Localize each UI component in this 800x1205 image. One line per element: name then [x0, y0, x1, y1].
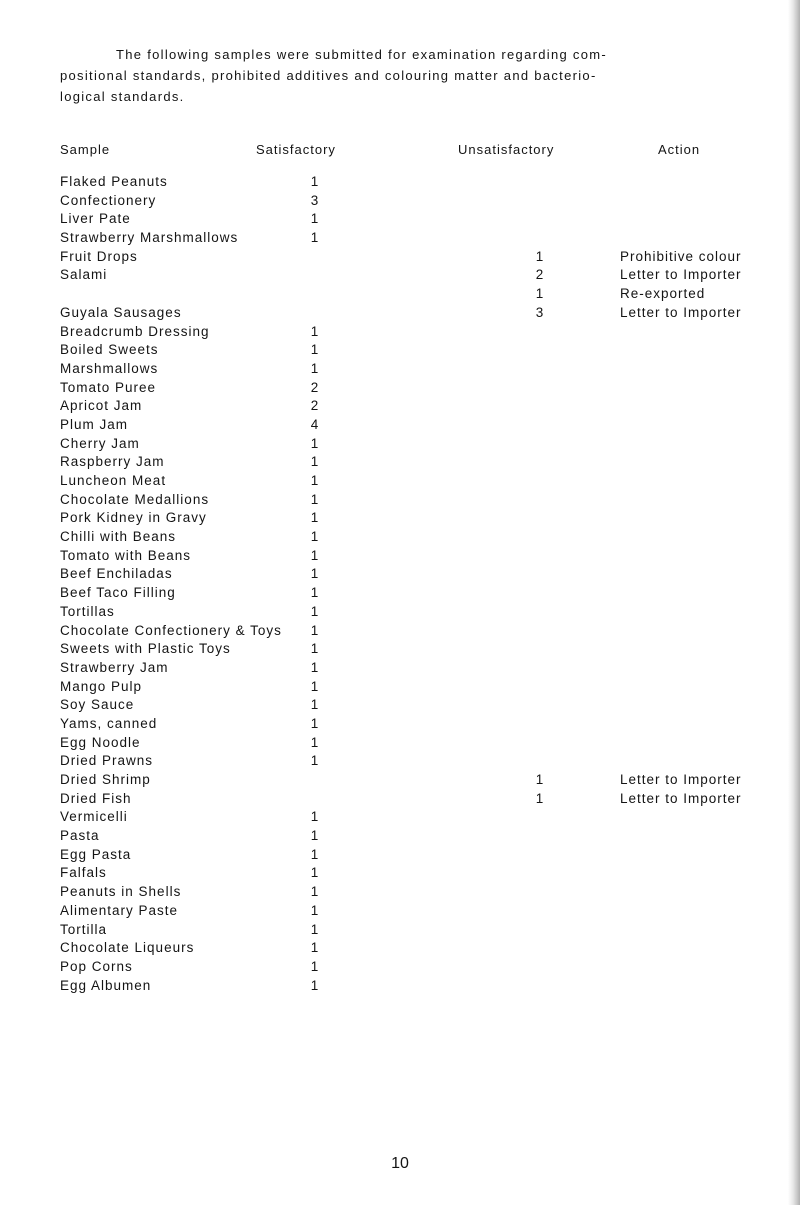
action-cell: Letter to Importer	[620, 267, 742, 283]
unsatisfactory-cell: 1	[535, 790, 545, 806]
table-row	[60, 847, 800, 866]
satisfactory-cell: 1	[310, 697, 320, 713]
sample-cell: Dried Prawns	[60, 753, 154, 769]
table-row	[60, 735, 800, 754]
table-row	[60, 436, 800, 455]
intro-line-3: logical standards.	[60, 89, 185, 104]
satisfactory-cell: 1	[310, 921, 320, 937]
table-row	[60, 398, 800, 417]
satisfactory-cell: 1	[310, 529, 320, 545]
table-row	[60, 772, 800, 791]
table-row	[60, 492, 800, 511]
table-row	[60, 753, 800, 772]
satisfactory-cell: 1	[310, 753, 320, 769]
satisfactory-cell: 1	[310, 958, 320, 974]
sample-cell: Yams, canned	[60, 715, 158, 731]
satisfactory-cell: 1	[310, 473, 320, 488]
satisfactory-cell: 1	[310, 454, 320, 470]
sample-cell: Chocolate Confectionery & Toys	[60, 622, 282, 638]
header-satisfactory: Satisfactory	[256, 142, 336, 157]
sample-cell: Tortilla	[60, 921, 108, 937]
sample-cell: Peanuts in Shells	[60, 884, 182, 900]
table-row	[60, 809, 800, 828]
table-row	[60, 510, 800, 529]
satisfactory-cell: 1	[310, 603, 320, 619]
sample-cell: Strawberry Marshmallows	[60, 230, 239, 246]
action-cell: Letter to Importer	[620, 772, 742, 787]
intro-line-1: The following samples were submitted for examination regarding com-	[116, 47, 608, 62]
table-row	[60, 454, 800, 473]
satisfactory-cell: 1	[310, 566, 320, 582]
sample-cell: Vermicelli	[60, 809, 128, 825]
table-row	[60, 342, 800, 361]
page-number: 10	[391, 1155, 409, 1172]
satisfactory-cell: 1	[310, 585, 320, 601]
table-row	[60, 828, 800, 847]
table-row	[60, 230, 800, 249]
sample-cell: Tomato Puree	[60, 379, 157, 395]
satisfactory-cell: 1	[310, 491, 320, 507]
table-row	[60, 267, 800, 286]
sample-cell: Dried Fish	[60, 790, 132, 806]
satisfactory-cell: 1	[310, 940, 320, 956]
action-cell: Letter to Importer	[620, 790, 742, 806]
sample-cell: Pasta	[60, 828, 100, 844]
unsatisfactory-cell: 1	[535, 286, 545, 302]
sample-cell: Beef Taco Filling	[60, 585, 176, 601]
table-row	[60, 249, 800, 268]
sample-cell: Guyala Sausages	[60, 304, 182, 320]
table-row	[60, 548, 800, 567]
table-row	[60, 604, 800, 623]
satisfactory-cell: 1	[310, 174, 320, 189]
table-row	[60, 380, 800, 399]
satisfactory-cell: 1	[310, 211, 320, 227]
unsatisfactory-cell: 3	[535, 304, 545, 320]
satisfactory-cell: 1	[310, 902, 320, 918]
satisfactory-cell: 1	[310, 865, 320, 881]
table-row	[60, 660, 800, 679]
table-row	[60, 978, 800, 997]
sample-cell: Tomato with Beans	[60, 547, 192, 563]
satisfactory-cell: 1	[310, 510, 320, 526]
action-cell: Letter to Importer	[620, 304, 742, 320]
table-row	[60, 716, 800, 735]
sample-cell: Mango Pulp	[60, 678, 143, 694]
satisfactory-cell: 1	[310, 360, 320, 376]
sample-cell: Dried Shrimp	[60, 772, 151, 787]
table-row	[60, 865, 800, 884]
sample-cell: Falfals	[60, 865, 107, 881]
table-row	[60, 473, 800, 492]
sample-cell: Raspberry Jam	[60, 454, 165, 470]
table-row	[60, 193, 800, 212]
sample-cell: Breadcrumb Dressing	[60, 323, 210, 339]
table-row	[60, 585, 800, 604]
table-row	[60, 417, 800, 436]
sample-cell: Cherry Jam	[60, 435, 140, 451]
sample-cell: Egg Noodle	[60, 734, 141, 750]
satisfactory-cell: 1	[310, 884, 320, 900]
satisfactory-cell: 1	[310, 715, 320, 731]
sample-cell: Luncheon Meat	[60, 473, 167, 488]
sample-cell: Pop Corns	[60, 958, 133, 974]
table-row	[60, 361, 800, 380]
satisfactory-cell: 1	[310, 435, 320, 451]
table-row	[60, 791, 800, 810]
satisfactory-cell: 2	[310, 398, 320, 414]
table-row	[60, 641, 800, 660]
satisfactory-cell: 1	[310, 323, 320, 339]
table-row	[60, 884, 800, 903]
sample-cell: Flaked Peanuts	[60, 174, 168, 189]
sample-cell: Sweets with Plastic Toys	[60, 641, 231, 657]
sample-cell: Egg Pasta	[60, 846, 132, 862]
sample-cell: Marshmallows	[60, 360, 159, 376]
table-row	[60, 286, 800, 305]
sample-cell: Strawberry Jam	[60, 659, 169, 675]
satisfactory-cell: 1	[310, 641, 320, 657]
sample-cell: Salami	[60, 267, 108, 283]
action-cell: Re-exported	[620, 286, 706, 302]
table-row	[60, 903, 800, 922]
table-row	[60, 529, 800, 548]
unsatisfactory-cell: 1	[535, 248, 545, 264]
sample-cell: Soy Sauce	[60, 697, 135, 713]
page-edge-shadow	[788, 0, 800, 1205]
satisfactory-cell: 1	[310, 977, 320, 993]
sample-cell: Egg Albumen	[60, 977, 152, 993]
table-row	[60, 697, 800, 716]
sample-cell: Plum Jam	[60, 416, 129, 432]
table-row	[60, 324, 800, 343]
satisfactory-cell: 4	[310, 416, 320, 432]
header-action: Action	[658, 142, 701, 157]
table-row	[60, 211, 800, 230]
satisfactory-cell: 1	[310, 342, 320, 358]
sample-cell: Fruit Drops	[60, 248, 138, 264]
satisfactory-cell: 1	[310, 846, 320, 862]
table-row	[60, 305, 800, 324]
sample-cell: Tortillas	[60, 603, 115, 619]
sample-cell: Beef Enchiladas	[60, 566, 173, 582]
header-sample: Sample	[60, 142, 111, 157]
table-row	[60, 959, 800, 978]
satisfactory-cell: 1	[310, 828, 320, 844]
sample-cell: Chocolate Liqueurs	[60, 940, 195, 956]
samples-table	[60, 174, 800, 996]
table-row	[60, 623, 800, 642]
unsatisfactory-cell: 2	[535, 267, 545, 283]
sample-cell: Boiled Sweets	[60, 342, 159, 358]
header-unsatisfactory: Unsatisfactory	[458, 142, 555, 157]
intro-paragraph	[60, 44, 760, 107]
sample-cell: Apricot Jam	[60, 398, 143, 414]
satisfactory-cell: 2	[310, 379, 320, 395]
table-row	[60, 922, 800, 941]
sample-cell: Liver Pate	[60, 211, 131, 227]
table-row	[60, 566, 800, 585]
unsatisfactory-cell: 1	[535, 772, 545, 787]
action-cell: Prohibitive colour	[620, 248, 742, 264]
satisfactory-cell: 1	[310, 659, 320, 675]
satisfactory-cell: 1	[310, 809, 320, 825]
satisfactory-cell: 1	[310, 230, 320, 246]
sample-cell: Chocolate Medallions	[60, 491, 210, 507]
sample-cell: Confectionery	[60, 192, 157, 208]
satisfactory-cell: 1	[310, 547, 320, 563]
sample-cell: Chilli with Beans	[60, 529, 177, 545]
satisfactory-cell: 1	[310, 734, 320, 750]
sample-cell: Pork Kidney in Gravy	[60, 510, 207, 526]
satisfactory-cell: 1	[310, 678, 320, 694]
sample-cell: Alimentary Paste	[60, 902, 179, 918]
satisfactory-cell: 3	[310, 192, 320, 208]
intro-line-2: positional standards, prohibited additives and colouring matter and bacterio-	[60, 68, 597, 83]
satisfactory-cell: 1	[310, 622, 320, 638]
table-row	[60, 679, 800, 698]
table-row	[60, 174, 800, 193]
table-row	[60, 940, 800, 959]
